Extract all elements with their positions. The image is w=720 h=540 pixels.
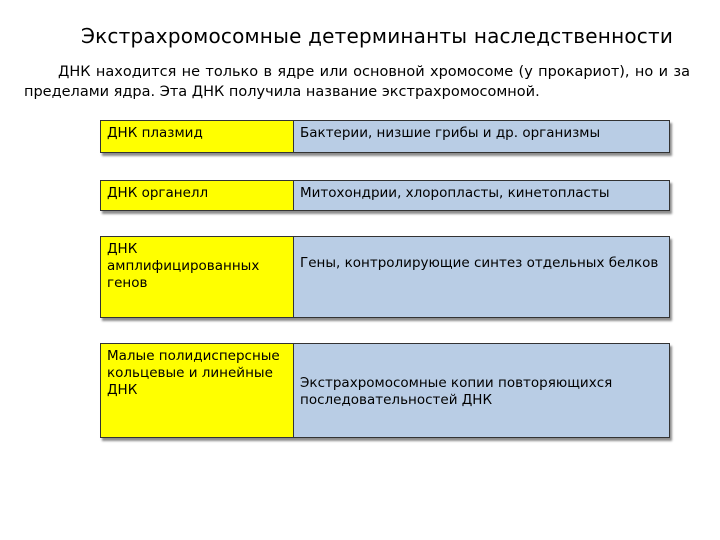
dna-type-description: Гены, контролирующие синтез отдельных белков xyxy=(294,237,669,317)
dna-type-row-plasmid xyxy=(100,120,670,153)
dna-type-label: ДНК плазмид xyxy=(101,121,294,152)
dna-type-label: ДНК органелл xyxy=(101,181,294,210)
dna-type-row-organelle xyxy=(100,180,670,211)
dna-type-description: Экстрахромосомные копии повторяющихся последовательностей ДНК xyxy=(294,344,669,437)
slide-title: Экстрахромосомные детерминанты наследственности xyxy=(80,24,674,48)
dna-type-row-small-polydisperse xyxy=(100,343,670,438)
dna-type-description: Митохондрии, хлоропласты, кинетопласты xyxy=(294,181,669,210)
dna-type-label: Малые полидисперсные кольцевые и линейные ДНК xyxy=(101,344,294,437)
intro-paragraph: ДНК находится не только в ядре или основной хромосоме (у прокариот), но и за пределами ядра. Эта ДНК получила название экстрахромосомной. xyxy=(24,64,690,100)
dna-type-label: ДНК амплифицированных генов xyxy=(101,237,294,317)
dna-type-row-amplified-genes xyxy=(100,236,670,318)
dna-type-description: Бактерии, низшие грибы и др. организмы xyxy=(294,121,669,152)
